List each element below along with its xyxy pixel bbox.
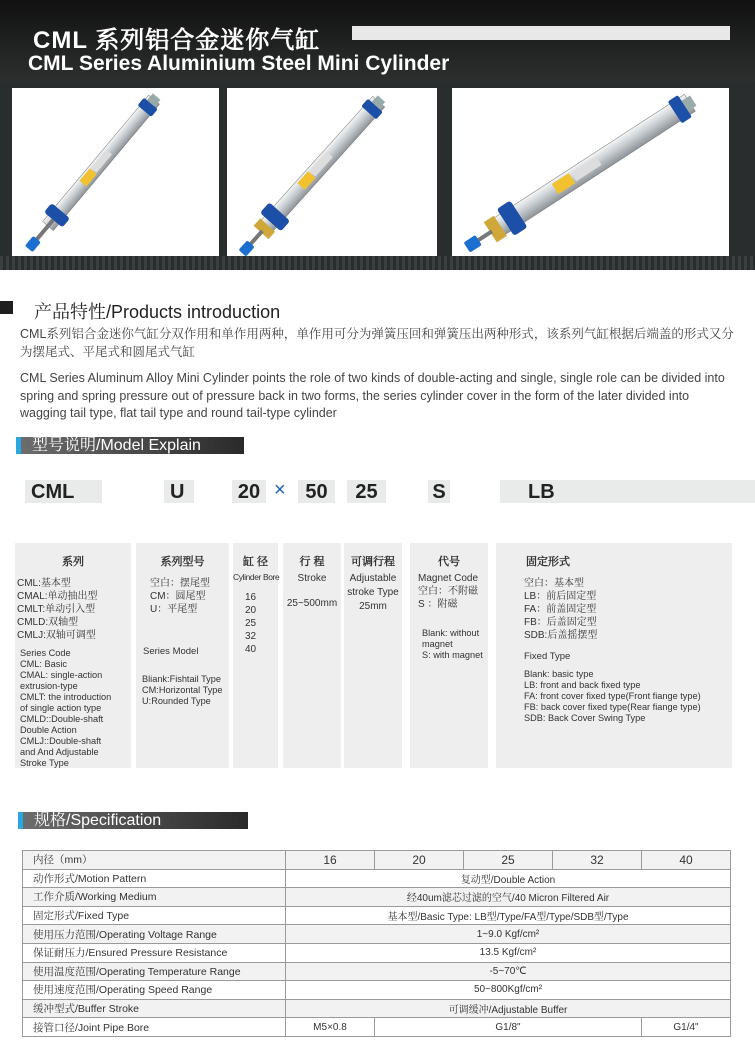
magnet-en-line: Blank: without [422,628,480,638]
row-label: 固定形式/Fixed Type [23,906,286,925]
bore-value: 32 [245,631,257,642]
series-en-line: and And Adjustable [20,747,99,757]
stroke-column [283,543,341,768]
series-en-line: CMAL: single-action [20,670,103,680]
bore-head: 缸 径 [242,556,269,568]
stroke-range: 25~500mm [286,598,338,609]
type-en-line: Bliank:Fishtail Type [142,674,221,684]
code-bore: 20 [232,480,266,503]
series-head: 系列 [62,556,84,568]
mount-cn-line: LB：前后固定型 [524,591,597,602]
bore-value: 20 [245,605,257,616]
bore-cell: 25 [464,851,553,870]
series-en-line: of single action type [20,703,102,713]
spec-section-band [18,812,248,829]
row-label: 缓冲型式/Buffer Stroke [23,999,286,1018]
magnet-column [410,543,488,768]
spec-title: 规格/Specification [34,812,162,829]
table-row [23,999,731,1018]
row-label: 保证耐压力/Ensured Pressure Resistance [23,943,286,962]
row-value: 1~9.0 Kgf/cm² [286,925,731,944]
model-section-band [16,437,244,454]
series-en-line: CMLT: the introduction [20,692,112,702]
mount-en-line: LB: front and back fixed type [524,680,641,690]
series-column [15,543,131,768]
magnet-en-line: magnet [422,639,453,649]
table-row [23,943,731,962]
row-value: 50~800Kgf/cm² [286,981,731,1000]
intro-title: 产品特性/Products introduction [34,302,281,322]
adjustable-sub2: stroke Type [347,587,399,598]
type-cn-line: CM：圆尾型 [150,591,206,602]
bore-cell: 20 [375,851,464,870]
series-en-line: Double Action [20,725,77,735]
series-cn-line: CMLT:单动引入型 [17,604,96,615]
row-value: 复动型/Double Action [286,869,731,888]
magnet-cn-line: 空白：不附磁 [418,586,478,597]
row-value: 基本型/Basic Type: LB型/Type/FA型/Type/SDB型/Type [286,906,731,925]
bore-label-cell: 内径（mm） [23,851,286,870]
row-label: 工作介质/Working Medium [23,888,286,907]
magnet-en-line: S: with magnet [422,650,483,660]
section-square-icon [0,301,13,314]
port-value: G1/4" [642,1018,731,1037]
spec-table [22,850,731,1037]
table-row [23,1018,731,1037]
code-magnet: S [428,480,450,503]
series-en-line: CMLD::Double-shaft [20,714,104,724]
series-en-line: CMLJ::Double-shaft [20,736,102,746]
bore-cell: 16 [286,851,375,870]
model-title: 型号说明/Model Explain [32,437,201,454]
title-decor-bar [352,26,730,40]
code-stroke: 50 [298,480,335,503]
series-en-line: extrusion-type [20,681,78,691]
mount-cn-line: 空白：基本型 [524,578,584,589]
times-sign: × [274,479,286,501]
adjustable-head: 可调行程 [351,556,395,568]
row-label: 接管口径/Joint Pipe Bore [23,1018,286,1037]
bore-sub: Cylinder Bore [233,572,280,582]
bore-value: 40 [245,644,257,655]
mount-cn-line: SDB:后盖摇摆型 [524,630,598,641]
type-column [136,543,229,768]
bore-value: 16 [245,592,257,603]
row-value: 可调缓冲/Adjustable Buffer [286,999,731,1018]
port-value: M5×0.8 [286,1018,375,1037]
magnet-sub: Magnet Code [418,573,479,584]
magnet-cn-line: S ：附磁 [418,599,458,610]
band-accent [16,437,21,454]
code-mount: LB [500,480,755,503]
type-cn-line: U：平尾型 [150,604,198,615]
product-photo-3 [452,88,729,256]
mount-cn-line: FB：后盖固定型 [524,617,597,628]
row-label: 使用温度范围/Operating Temperature Range [23,962,286,981]
row-value: -5~70℃ [286,962,731,981]
mount-head: 固定形式 [526,556,570,568]
type-head: 系列型号 [160,556,205,568]
adjustable-column [344,543,402,768]
row-label: 使用压力范围/Operating Voltage Range [23,925,286,944]
mount-en-line: FB: back cover fixed type(Rear fiange type) [524,702,701,712]
table-row [23,869,731,888]
row-label: 使用速度范围/Operating Speed Range [23,981,286,1000]
title-english: CML Series Aluminium Steel Mini Cylinder [28,52,450,75]
table-row [23,925,731,944]
code-series: CML [25,480,102,503]
table-row [23,981,731,1000]
mount-column [496,543,732,768]
series-en-line: Stroke Type [20,758,69,768]
bore-cell: 40 [642,851,731,870]
type-cn-line: 空白：摆尾型 [150,578,210,589]
title-chinese: CML 系列铝合金迷你气缸 [33,27,321,54]
header-stripe [0,256,755,270]
series-cn-line: CML:基本型 [17,578,71,589]
row-value: 经40um滤芯过滤的空气/40 Micron Filtered Air [286,888,731,907]
stroke-sub: Stroke [297,573,327,584]
type-en-head: Series Model [143,646,199,657]
product-photo-1 [12,88,219,256]
mount-en-line: Blank: basic type [524,669,594,679]
bore-value: 25 [245,618,257,629]
type-en-line: CM:Horizontal Type [142,685,223,695]
mount-en-line: SDB: Back Cover Swing Type [524,713,646,723]
row-value: 13.5 Kgf/cm² [286,943,731,962]
stroke-head: 行 程 [299,556,325,568]
row-label: 动作形式/Motion Pattern [23,869,286,888]
mount-cn-line: FA：前盖固定型 [524,604,597,615]
product-photo-2 [227,88,437,256]
adjustable-value: 25mm [359,601,387,612]
code-adjustable: 25 [347,480,386,503]
series-cn-line: CMAL:单动抽出型 [17,591,98,602]
mount-en-head: Fixed Type [524,651,571,662]
port-value: G1/8" [375,1018,642,1037]
table-row [23,906,731,925]
adjustable-sub1: Adjustable [349,573,397,584]
intro-text-en: CML Series Aluminum Alloy Mini Cylinder points the role of two kinds of double-acting and single, single role can be divided into spring and spring pressure out of pressure back in two forms, the series cylinder cover in the form of the later divided into wagging tail type, flat tail type and round tail-type cylinder [20,371,725,420]
series-cn-line: CMLJ:双轴可调型 [17,630,96,641]
table-row [23,851,731,870]
series-cn-line: CMLD:双轴型 [17,617,79,628]
series-en-line: CML: Basic [20,659,67,669]
type-en-line: U:Rounded Type [142,696,211,706]
table-row [23,888,731,907]
bore-column [233,543,278,768]
mount-en-line: FA: front cover fixed type(Front fiange type) [524,691,701,701]
table-row [23,962,731,981]
series-en-line: Series Code [20,648,71,658]
intro-text-cn: CML系列铝合金迷你气缸分双作用和单作用两种，单作用可分为弹簧压回和弹簧压出两种形式，该系列气缸根据后端盖的形式又分为摆尾式、平尾式和圆尾式气缸 [20,327,734,359]
bore-cell: 32 [553,851,642,870]
code-type: U [164,480,194,503]
magnet-head: 代号 [438,556,460,568]
band-accent [18,812,23,829]
